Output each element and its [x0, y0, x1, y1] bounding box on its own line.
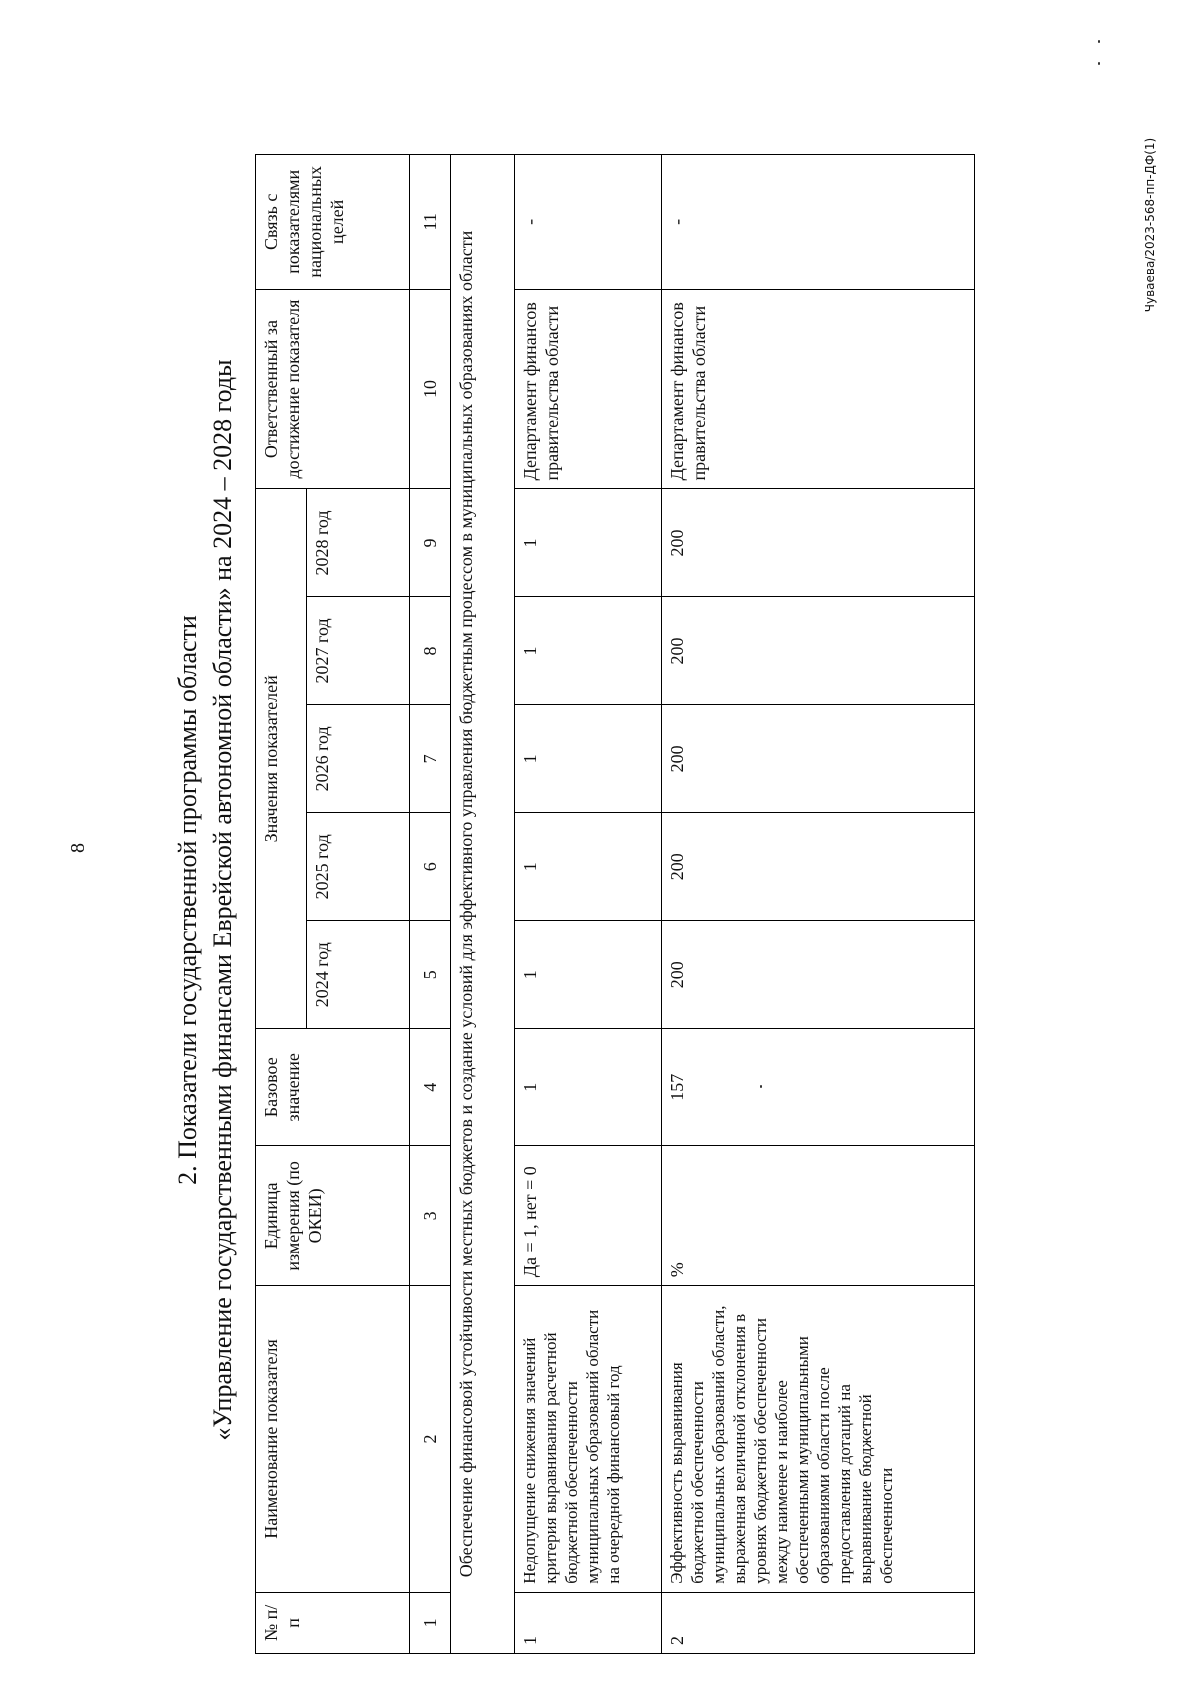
page-number: 8 [67, 843, 89, 853]
document-code: Чуваева/2023-568-пп-ДФ(1) [1143, 137, 1157, 313]
row-national-goals-link: - [662, 155, 975, 290]
table-row [662, 155, 975, 1654]
header-num: № п/п [256, 1592, 410, 1653]
header-year: 2026 год [306, 705, 409, 813]
column-number: 8 [410, 597, 451, 705]
header-values-group: Значения показателей [256, 489, 307, 1029]
header-name: Наименование показателя [256, 1286, 410, 1592]
scan-speck [1098, 40, 1100, 43]
row-responsible: Департамент финансов правительства области [662, 289, 975, 489]
header-year: 2024 год [306, 921, 409, 1029]
column-number: 1 [410, 1592, 451, 1653]
document-title [170, 110, 250, 1690]
title-line-2: «Управление государственными финансами Еврейской автономной области» на 2024 – 2028 годы [208, 359, 237, 1441]
column-number: 5 [410, 921, 451, 1029]
header-year: 2025 год [306, 813, 409, 921]
row-unit: Да = 1, нет = 0 [514, 1146, 662, 1286]
row-num: 2 [662, 1592, 975, 1653]
row-value: 1 [514, 921, 662, 1029]
column-number: 4 [410, 1029, 451, 1146]
row-value: 1 [514, 489, 662, 597]
column-number: 6 [410, 813, 451, 921]
row-value: 200 [662, 705, 975, 813]
header-national-goals-link: Связь с показателями национальных целей [256, 155, 410, 290]
row-unit: % [662, 1146, 975, 1286]
row-base-value: 1 [514, 1029, 662, 1146]
column-number: 2 [410, 1286, 451, 1592]
header-responsible: Ответственный за достижение показателя [256, 289, 410, 489]
column-number: 3 [410, 1146, 451, 1286]
row-base-value: 157 [662, 1029, 975, 1146]
row-num: 1 [514, 1592, 662, 1653]
rotated-page-content [170, 110, 1000, 1690]
column-number: 7 [410, 705, 451, 813]
header-year: 2028 год [306, 489, 409, 597]
row-responsible: Департамент финансов правительства области [514, 289, 662, 489]
row-value: 200 [662, 921, 975, 1029]
title-line-1: 2. Показатели государственной программы области [173, 615, 202, 1185]
row-indicator-name: Недопущение снижения значений критерия выравнивания расчетной бюджетной обеспеченности муниципальных образований области на очередной финансовый год [514, 1286, 662, 1592]
indicators-table [255, 154, 975, 1654]
header-unit: Единица измерения (по ОКЕИ) [256, 1146, 410, 1286]
scan-speck [1098, 62, 1100, 65]
row-indicator-name: Эффективность выравнивания бюджетной обеспеченности муниципальных образований области, выраженная величиной отклонения в уровнях бюджетной обеспеченности между наименее и наиболее обеспеченными муниципальными образованиями области после предоставления дотаций на выравнивание бюджетной обеспеченности [662, 1286, 975, 1592]
row-value: 1 [514, 597, 662, 705]
header-row [256, 155, 307, 1654]
column-number: 11 [410, 155, 451, 290]
header-year: 2027 год [306, 597, 409, 705]
row-value: 200 [662, 813, 975, 921]
column-number: 9 [410, 489, 451, 597]
section-title: Обеспечение финансовой устойчивости местных бюджетов и создание условий для эффективного управления бюджетным процессом в муниципальных образованиях области [451, 155, 514, 1654]
header-base-value: Базовое значение [256, 1029, 410, 1146]
column-number-row [410, 155, 451, 1654]
column-number: 10 [410, 289, 451, 489]
row-value: 200 [662, 597, 975, 705]
row-value: 200 [662, 489, 975, 597]
section-row [451, 155, 514, 1654]
row-national-goals-link: - [514, 155, 662, 290]
table-row [514, 155, 662, 1654]
row-value: 1 [514, 705, 662, 813]
row-value: 1 [514, 813, 662, 921]
